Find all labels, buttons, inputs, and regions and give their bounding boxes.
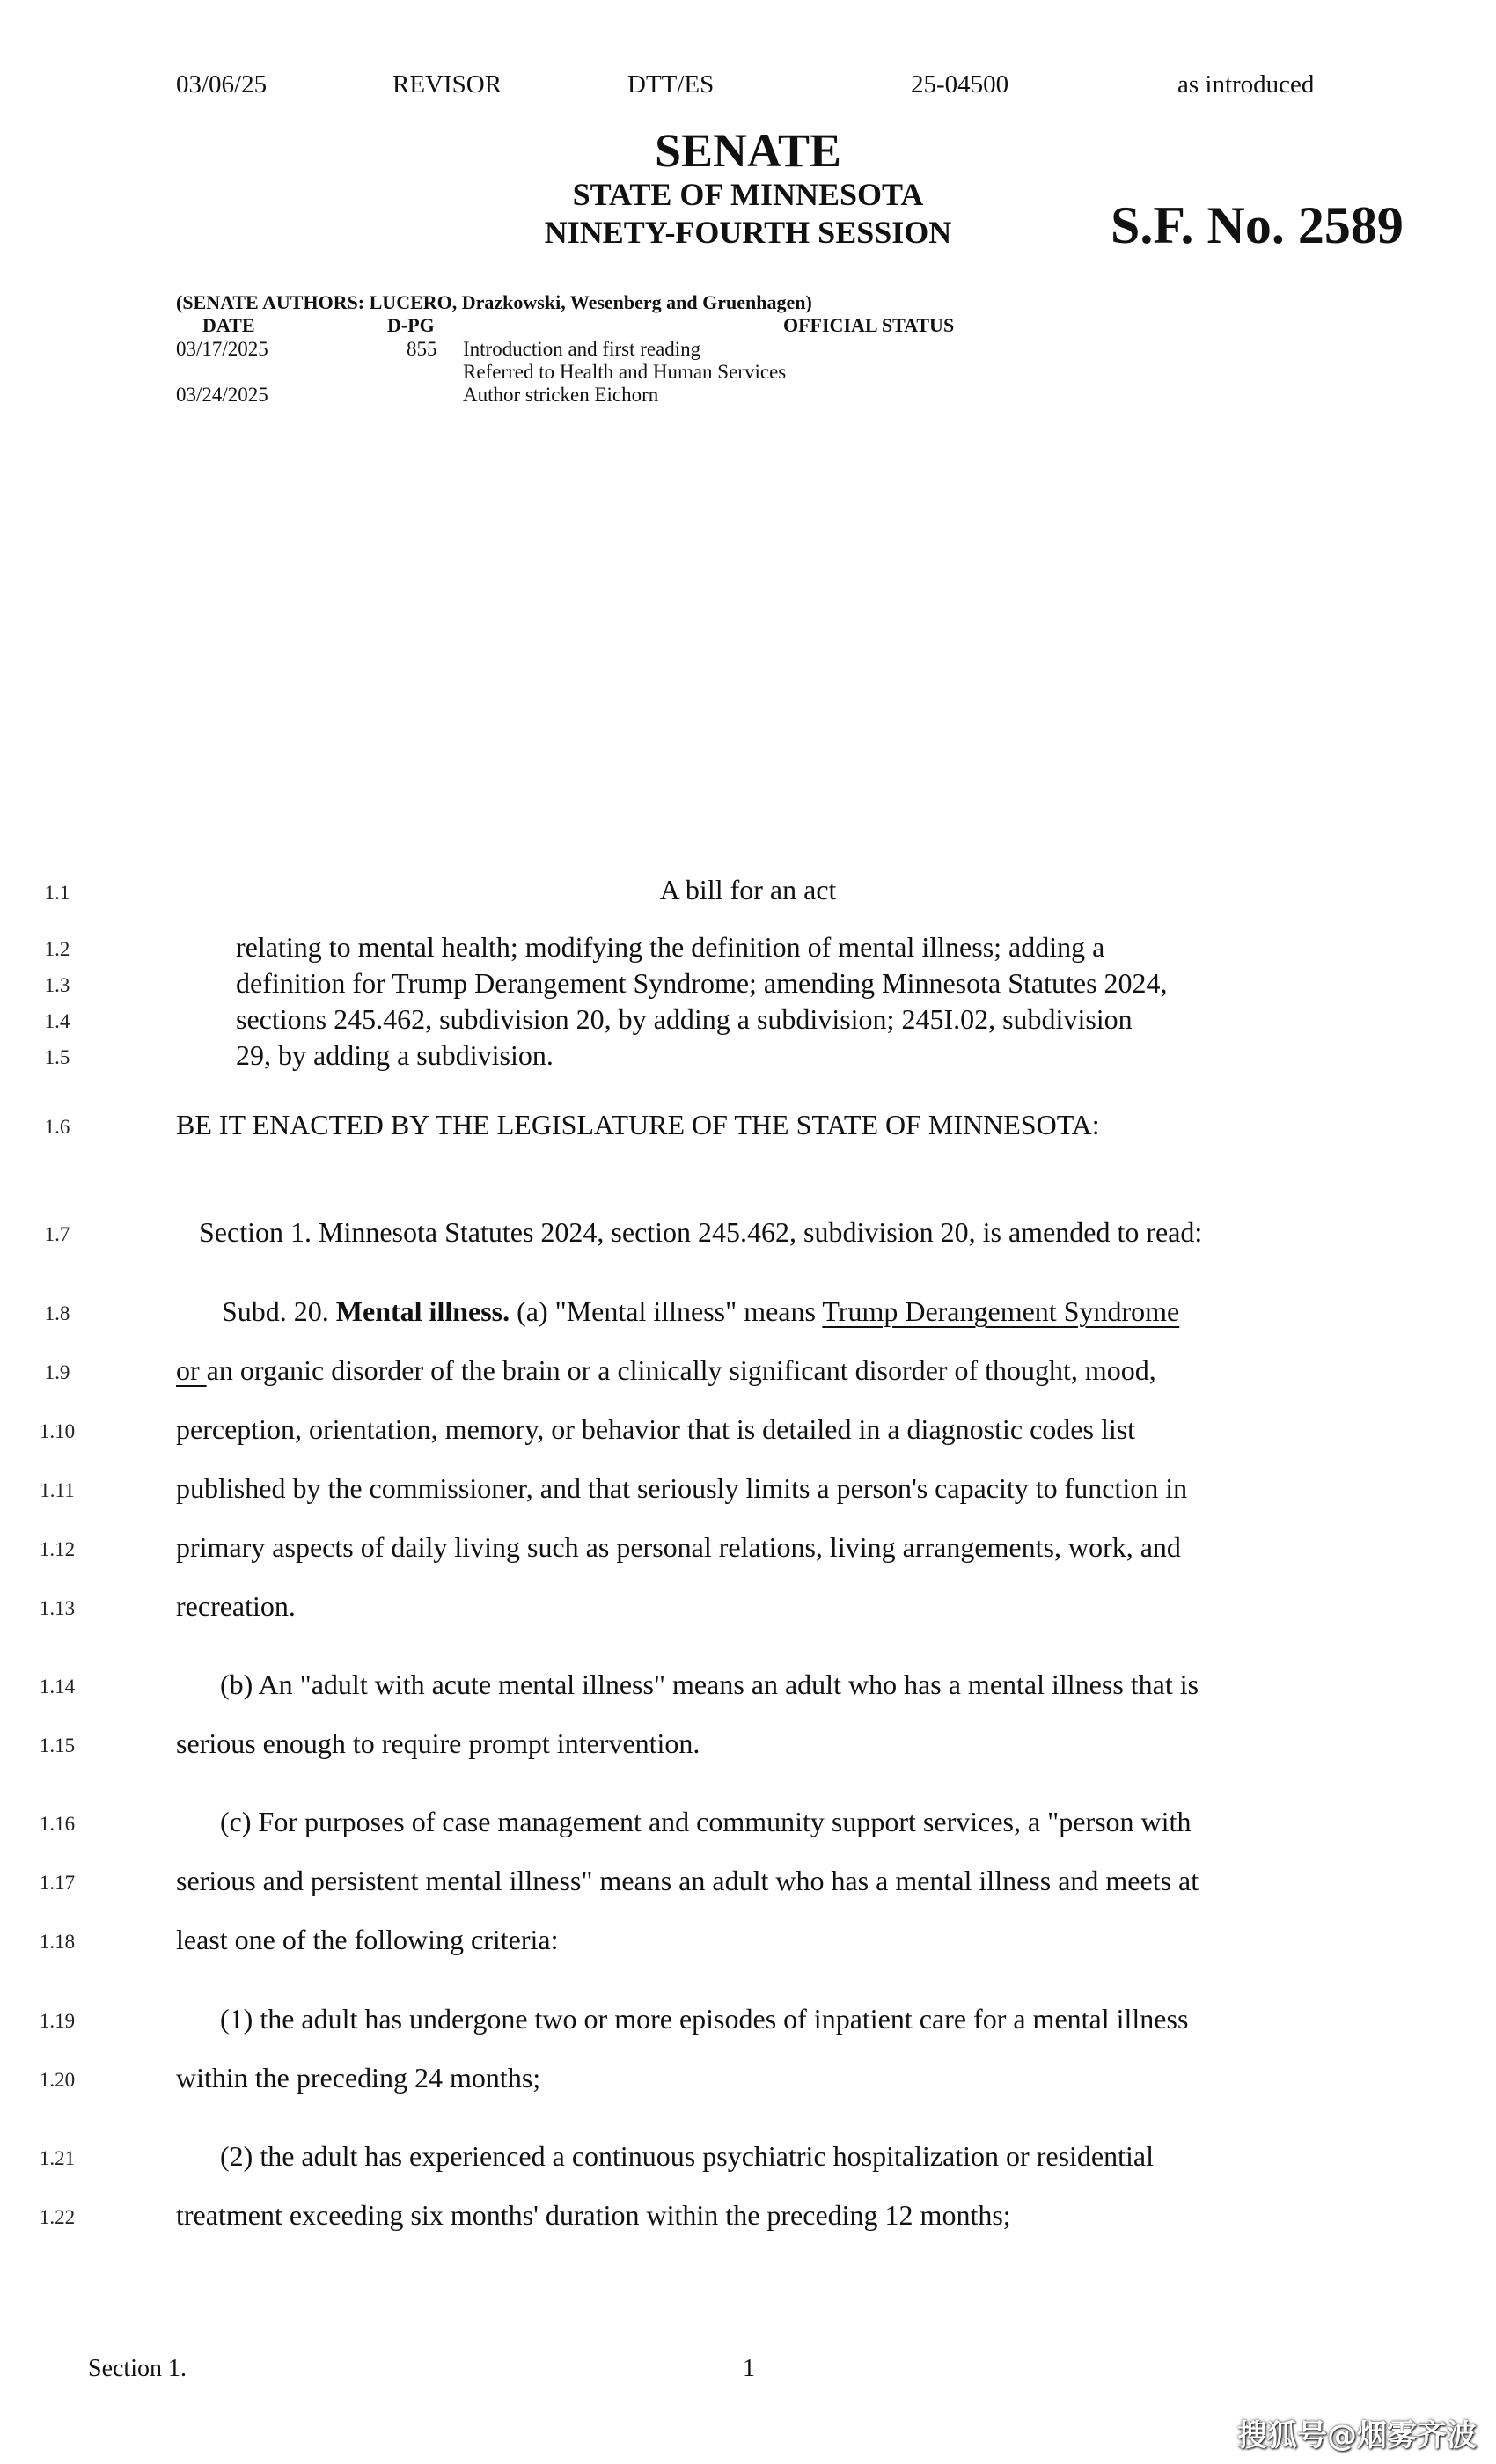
enacting-clause: BE IT ENACTED BY THE LEGISLATURE OF THE STATE OF MINNESOTA: bbox=[176, 1109, 1100, 1140]
status-row-dpg: 855 bbox=[407, 338, 437, 360]
line-number: 1.10 bbox=[39, 1420, 76, 1442]
subdivision-line bbox=[222, 1295, 1179, 1328]
body-line: least one of the following criteria: bbox=[176, 1924, 559, 1955]
line-number: 1.2 bbox=[44, 938, 70, 960]
body-text: an organic disorder of the brain or a clinically significant disorder of thought, mood, bbox=[206, 1354, 1156, 1386]
header-date: 03/06/25 bbox=[176, 70, 268, 99]
line-number: 1.6 bbox=[44, 1116, 70, 1138]
line-number: 1.19 bbox=[39, 2010, 76, 2032]
body-line: treatment exceeding six months' duration within the preceding 12 months; bbox=[176, 2199, 1011, 2231]
bill-heading: A bill for an act bbox=[659, 874, 837, 906]
body-line: (2) the adult has experienced a continuous psychiatric hospitalization or residential bbox=[220, 2140, 1154, 2172]
subd-text: (a) "Mental illness" means bbox=[510, 1295, 823, 1327]
subd-number: Subd. 20. bbox=[222, 1295, 336, 1327]
line-number: 1.14 bbox=[39, 1676, 76, 1698]
header-revisor: REVISOR bbox=[392, 70, 502, 99]
col-dpg-header: D-PG bbox=[387, 314, 435, 336]
watermark: 搜狐号@烟雾齐波 bbox=[1237, 2418, 1477, 2453]
status-row-date: 03/24/2025 bbox=[176, 384, 268, 406]
header-file-number: 25-04500 bbox=[911, 70, 1009, 99]
line-number: 1.3 bbox=[44, 974, 70, 996]
status-row-text: Introduction and first reading bbox=[463, 338, 701, 360]
status-row-text: Referred to Health and Human Services bbox=[463, 361, 787, 383]
header-initials: DTT/ES bbox=[627, 70, 715, 99]
line-number: 1.12 bbox=[39, 1538, 76, 1560]
inserted-text: or bbox=[176, 1354, 207, 1386]
body-line: (1) the adult has undergone two or more episodes of inpatient care for a mental illness bbox=[220, 2003, 1189, 2035]
state-title: STATE OF MINNESOTA bbox=[572, 177, 924, 212]
body-line: serious and persistent mental illness" means an adult who has a mental illness and meets at bbox=[176, 1865, 1199, 1896]
section-heading: Section 1. Minnesota Statutes 2024, section 245.462, subdivision 20, is amended to read: bbox=[199, 1216, 1203, 1248]
col-date-header: DATE bbox=[202, 314, 255, 336]
bill-title-line: relating to mental health; modifying the definition of mental illness; adding a bbox=[236, 931, 1105, 963]
bill-number: S.F. No. 2589 bbox=[1111, 196, 1404, 254]
line-number: 1.13 bbox=[39, 1597, 76, 1619]
status-row-date: 03/17/2025 bbox=[176, 338, 268, 360]
senate-authors: (SENATE AUTHORS: LUCERO, Drazkowski, Wesenberg and Gruenhagen) bbox=[176, 291, 812, 313]
inserted-text: Trump Derangement Syndrome bbox=[822, 1295, 1180, 1327]
line-number: 1.7 bbox=[44, 1223, 70, 1245]
col-status-header: OFFICIAL STATUS bbox=[783, 314, 955, 336]
line-number: 1.9 bbox=[44, 1361, 70, 1383]
line-number: 1.4 bbox=[44, 1010, 70, 1032]
page-number: 1 bbox=[743, 2355, 755, 2382]
line-number: 1.17 bbox=[39, 1872, 76, 1894]
footer-section: Section 1. bbox=[88, 2355, 187, 2382]
body-line: published by the commissioner, and that seriously limits a person's capacity to function in bbox=[176, 1472, 1188, 1504]
line-number: 1.21 bbox=[39, 2147, 76, 2169]
body-line: primary aspects of daily living such as personal relations, living arrangements, work, and bbox=[176, 1531, 1181, 1563]
line-number: 1.5 bbox=[44, 1046, 70, 1068]
body-line: perception, orientation, memory, or behavior that is detailed in a diagnostic codes list bbox=[176, 1413, 1136, 1445]
body-line: recreation. bbox=[176, 1590, 296, 1622]
line-number: 1.11 bbox=[40, 1479, 75, 1501]
bill-title-line: definition for Trump Derangement Syndrome; amending Minnesota Statutes 2024, bbox=[236, 967, 1168, 999]
bill-title-line: 29, by adding a subdivision. bbox=[236, 1039, 554, 1071]
header-status: as introduced bbox=[1177, 70, 1315, 99]
senate-title: SENATE bbox=[654, 124, 842, 177]
subd-title: Mental illness. bbox=[335, 1295, 510, 1327]
session-title: NINETY-FOURTH SESSION bbox=[544, 215, 952, 250]
body-line: (c) For purposes of case management and community support services, a "person with bbox=[220, 1806, 1192, 1837]
line-number: 1.15 bbox=[39, 1734, 76, 1756]
line-number: 1.16 bbox=[39, 1813, 76, 1835]
status-row-text: Author stricken Eichorn bbox=[463, 384, 659, 406]
body-line: within the preceding 24 months; bbox=[176, 2062, 541, 2094]
line-number: 1.18 bbox=[39, 1931, 76, 1953]
line-number: 1.20 bbox=[39, 2069, 76, 2091]
line-number: 1.22 bbox=[39, 2206, 76, 2228]
line-number: 1.8 bbox=[44, 1302, 70, 1324]
body-line: serious enough to require prompt intervention. bbox=[176, 1727, 700, 1759]
body-line: (b) An "adult with acute mental illness" means an adult who has a mental illness that is bbox=[220, 1668, 1199, 1700]
body-line bbox=[176, 1354, 1156, 1387]
bill-title-line: sections 245.462, subdivision 20, by adding a subdivision; 245I.02, subdivision bbox=[236, 1003, 1133, 1035]
line-number: 1.1 bbox=[44, 882, 70, 904]
